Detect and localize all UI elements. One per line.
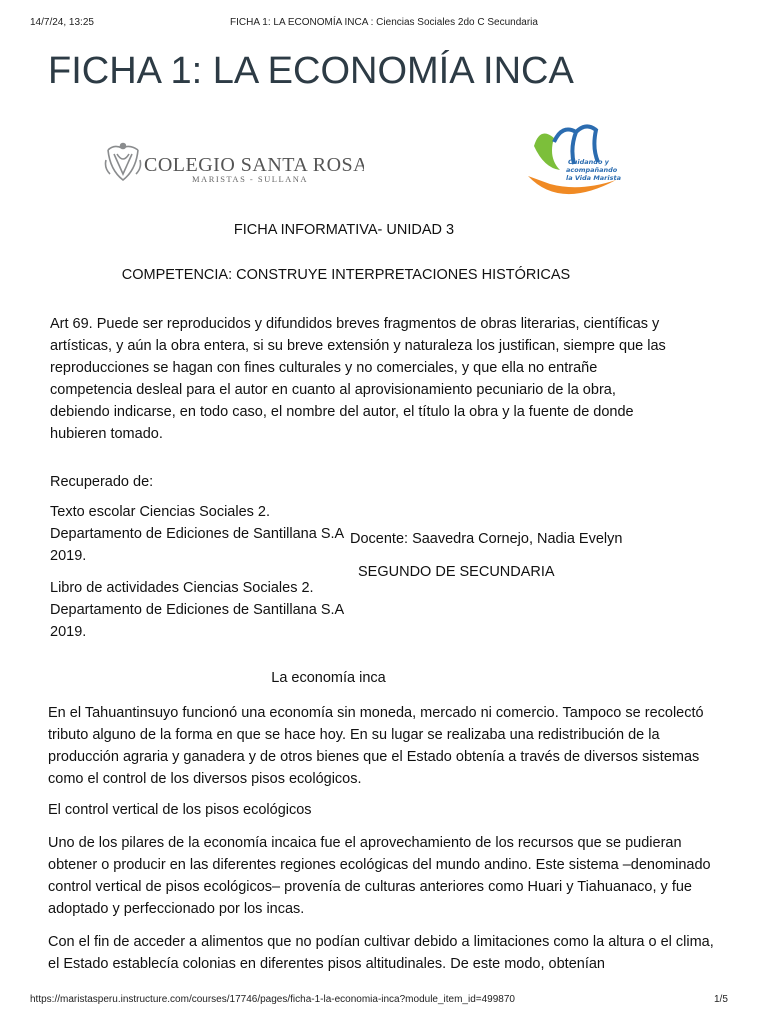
vida-marista-logo <box>520 118 632 204</box>
footer-page-number: 1/5 <box>714 994 728 1005</box>
section-heading: La economía inca <box>271 670 386 686</box>
print-header-title: FICHA 1: LA ECONOMÍA INCA : Ciencias Sociales 2do C Secundaria <box>230 17 538 28</box>
school-name: COLEGIO SANTA ROSA <box>144 154 364 176</box>
print-datetime: 14/7/24, 13:25 <box>30 17 94 28</box>
art69-paragraph: Art 69. Puede ser reproducidos y difundidos breves fragmentos de obras literarias, científicas y artísticas, y aún la obra entera, si su breve extensión y naturaleza los justifican, siempre que las reproducciones se hagan con fines culturales y no comerciales, y que ella no entrañe competencia desleal para el autor en cuanto al aprovisionamiento pecuniario de la obra, debiendo indicarse, en todo caso, el nombre del autor, el título la obra y la fuente de donde hubieren tomado. <box>50 316 666 442</box>
recuperado-label: Recuperado de: <box>50 474 154 490</box>
vida-marista-emblem-icon <box>520 118 632 204</box>
grade-label: SEGUNDO DE SECUNDARIA <box>358 564 555 580</box>
page-title: FICHA 1: LA ECONOMÍA INCA <box>48 50 574 92</box>
school-subtitle: MARISTAS - SULLANA <box>192 174 309 184</box>
body-paragraph: Uno de los pilares de la economía incaica fue el aprovechamiento de los recursos que se pudieran obtener o producir en las diferentes regiones ecológicas del mundo andino. Este sistema –denominado control vertical de pisos ecológicos– provenía de culturas anteriores como Huari y Tiahuanaco, y fue adoptado y perfeccionado por los incas. <box>48 835 711 917</box>
docente-name: Docente: Saavedra Cornejo, Nadia Evelyn <box>350 531 623 547</box>
ficha-informativa-heading: FICHA INFORMATIVA- UNIDAD 3 <box>233 222 455 238</box>
footer-url: https://maristasperu.instructure.com/courses/17746/pages/ficha-1-la-economia-inca?module_item_id=499870 <box>30 994 515 1005</box>
school-crest-icon <box>104 140 364 186</box>
right-logo-line1: Cuidando y <box>568 158 609 166</box>
right-logo-line3: la Vida Marista <box>566 174 621 182</box>
body-paragraph: En el Tahuantinsuyo funcionó una economía sin moneda, mercado ni comercio. Tampoco se recolectó tributo alguno de la forma en que se hace hoy. En su lugar se realizaba una redistribución de la producción agraria y ganadera y de otros bienes que el Estado obtenía a través de diversos sistemas como el control de los diversos pisos ecológicos. <box>48 705 704 787</box>
school-logo <box>104 140 364 186</box>
right-logo-line2: acompañando <box>566 166 618 174</box>
competencia-heading: COMPETENCIA: CONSTRUYE INTERPRETACIONES HISTÓRICAS <box>121 267 571 283</box>
body-paragraph: Con el fin de acceder a alimentos que no podían cultivar debido a limitaciones como la altura o el clima, el Estado establecía colonias en diferentes pisos altitudinales. De este modo, obtenían <box>48 934 714 972</box>
reference-item: Libro de actividades Ciencias Sociales 2. Departamento de Ediciones de Santillana S.A 2019. <box>50 580 344 640</box>
reference-item: Texto escolar Ciencias Sociales 2. Departamento de Ediciones de Santillana S.A 2019. <box>50 504 344 564</box>
subsection-heading: El control vertical de los pisos ecológicos <box>48 802 312 818</box>
